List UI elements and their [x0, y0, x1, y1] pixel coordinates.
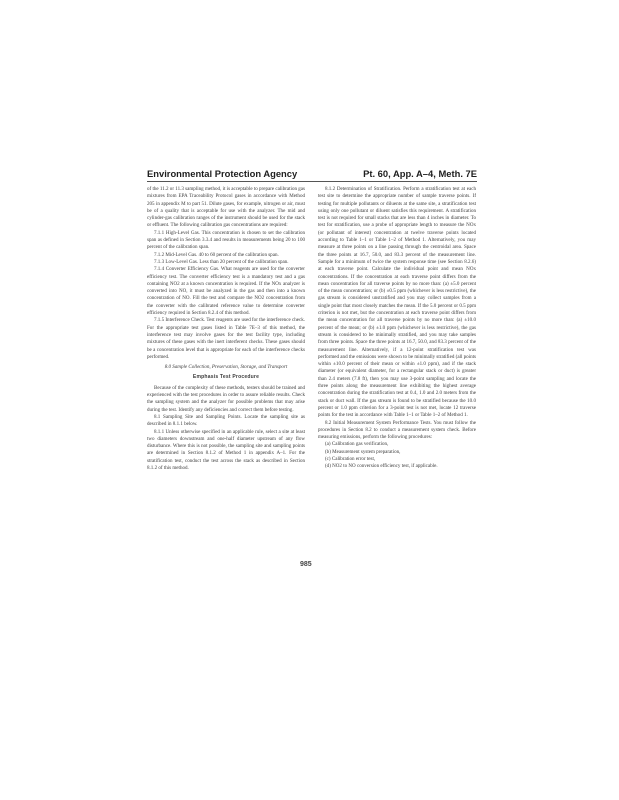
- list-item: (c) Calibration error test,: [325, 455, 376, 462]
- item-low-level-gas: 7.1.3 Low-Level Gas. Less than 20 percent of the calibration span.: [154, 258, 289, 265]
- list-item: (a) Calibration gas verification,: [325, 441, 389, 448]
- left-column: [147, 186, 305, 550]
- item-high-level-gas: 7.1.1 High-Level Gas. This concentration is chosen to set the calibration span as defined in Section 3.3.4 and results in measurements being 20 to 100 percent of the calibration span.: [147, 229, 305, 251]
- item-mid-level-gas: 7.1.2 Mid-Level Gas. 40 to 60 percent of the calibration span.: [154, 251, 279, 258]
- body-paragraph: Because of the complexity of these methods, testers should be trained and experienced with the test procedures in order to assure reliable results. Check the sampling system and the analyzer for possible problems that may arise during the test. Identify any deficiencies and correct them before testing.: [147, 384, 305, 413]
- section-reference: Pt. 60, App. A–4, Meth. 7E: [363, 168, 477, 179]
- emphasis-title: Emphasis Test Procedure: [192, 374, 260, 381]
- item-interference-check: 7.1.5 Interference Check. Test reagents are used for the interference check. For the appropriate test gases listed in Table 7E–3 of this method, the interference test may involve gases for the test facility type, including mixtures of these gases with the inert interferent checks. These gases should be a concentration level that is appropriate for each of the interference checks performed.: [147, 317, 305, 360]
- running-header: [147, 168, 477, 182]
- body-paragraph: 8.1.1 Unless otherwise specified in an applicable rule, select a site at least two diameters downstream and one-half diameter upstream of any flow disturbance. Where this is not possible, the sampling site and sampling points are determined in Section 8.1.2 of Method 1 in appendix A–1. For the stratification test, conduct the test across the stack as described in Section 8.1.2 of this method.: [147, 428, 305, 471]
- item-converter-efficiency-gas: 7.1.4 Converter Efficiency Gas. What reagents are used for the converter efficiency test. The converter efficiency test is a mandatory test and a gas containing NO2 at a known concentration is required. If the NOx analyzer is converted into NO, it must be analyzed in the gas and then into a known concentration of NO. Fill the test and compare the NO2 concentration from the converter with the calibrated reference value to determine converter efficiency required in Section 8.2.4 of this method.: [147, 266, 305, 317]
- list-item: (d) NO2 to NO conversion efficiency test, if applicable.: [325, 463, 438, 470]
- performance-tests-paragraph: 8.2 Initial Measurement System Performance Tests. You must follow the procedures in Section 8.2 to conduct a measurement system check. Before measuring emissions, perform the following procedures:: [318, 419, 476, 441]
- agency-title: Environmental Protection Agency: [147, 168, 298, 179]
- body-paragraph: 8.1 Sampling Site and Sampling Points. Locate the sampling site as described in 8.1.1 below.: [147, 413, 305, 428]
- right-column: [318, 186, 476, 516]
- stratification-paragraph: 8.1.2 Determination of Stratification. Perform a stratification test at each test site to determine the appropriate number of sample traverse points. If testing for multiple pollutants or diluents at the same site, a stratification test using only one pollutant or diluent satisfies this requirement. A stratification test is not required for small stacks that are less than 4 inches in diameter. To test for stratification, use a probe of appropriate length to measure the NOx (or pollutant of interest) concentration at twelve traverse points located according to Table 1–1 or Table 1–2 of Method 1. Alternatively, you may measure at three points on a line passing through the centroidal area. Space the three points at 16.7, 50.0, and 83.3 percent of the measurement line. Sample for a minimum of twice the system response time (see Section 8.2.6) at each traverse point. Calculate the individual point and mean NOx concentrations. If the concentration at each traverse point differs from the mean concentration for all traverse points by no more than: (a) ±5.0 percent of the mean concentration; or (b) ±0.5 ppm (whichever is less restrictive), the gas stream is considered unstratified and you may collect samples from a single point that most closely matches the mean. If the 5.0 percent or 0.5 ppm criterion is not met, but the concentration at each traverse point differs from the mean concentration for all traverse points by no more than: (a) ±10.0 percent of the mean; or (b) ±1.0 ppm (whichever is less restrictive), the gas stream is considered to be minimally stratified, and you may take samples from three points. Space the three points at 16.7, 50.0, and 83.3 percent of the measurement line. Alternatively, if a 12-point stratification test was performed and the emissions were shown to be minimally stratified (all points within ±10.0 percent of their mean or within ±1.0 ppm), and if the stack diameter (or equivalent diameter, for a rectangular stack or duct) is greater than 2.4 meters (7.8 ft), then you may use 3-point sampling and locate the three points along the measurement line exhibiting the highest average concentration during the stratification test at 0.4, 1.0 and 2.0 meters from the stack or duct wall. If the gas stream is found to be stratified because the 10.0 percent or 1.0 ppm criterion for a 3-point test is not met, locate 12 traverse points for the test in accordance with Table 1–1 or Table 1–2 of Method 1.: [318, 186, 476, 419]
- page-number: 985: [300, 561, 312, 568]
- header-rule: [147, 181, 477, 182]
- section-heading: 8.0 Sample Collection, Preservation, Storage, and Transport: [164, 364, 288, 371]
- list-item: (b) Measurement system preparation,: [325, 448, 401, 455]
- intro-paragraph: of the 11.2 or 11.3 sampling method, it is acceptable to prepare calibration gas mixtures from EPA Traceability Protocol gases in accordance with Method 205 in appendix M to part 51. Dilute gases, for example, nitrogen or air, must be of a quality that is acceptable for use with the analyzer. The mid and cylinder-gas calibration ranges of the instrument should be used for the stack or effluent. The following calibration gas concentrations are required:: [147, 186, 305, 229]
